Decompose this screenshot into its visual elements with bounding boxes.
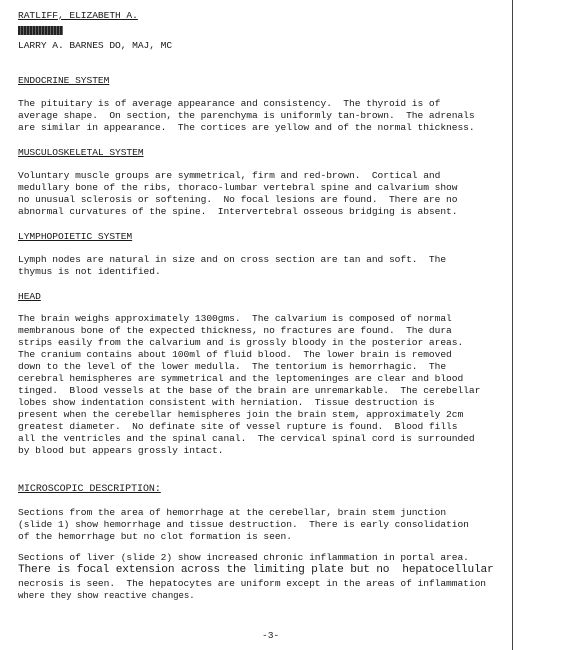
section-heading-endocrine: ENDOCRINE SYSTEM (18, 75, 110, 86)
section-heading-lymphopoietic: LYMPHOPOIETIC SYSTEM (18, 231, 133, 242)
text-line: down to the level of the lower medulla. The tentorium is hemorrhagic. The (18, 361, 447, 372)
text-line: by blood but appears grossly intact. (18, 445, 224, 456)
text-line: The cranium contains about 100ml of fluid blood. The lower brain is removed (18, 349, 452, 360)
text-line: Sections of liver (slide 2) show increased chronic inflammation in portal area. (18, 552, 469, 563)
text-line: cerebral hemispheres are symmetrical and the leptomeninges are clear and blood (18, 373, 464, 384)
text-line: abnormal curvatures of the spine. Intervertebral osseous bridging is absent. (18, 206, 458, 217)
text-line: lobes show indentation consistent with herniation. Tissue destruction is (18, 397, 435, 408)
text-line: greatest diameter. No definate site of vessel rupture is found. Blood fills (18, 421, 458, 432)
section-heading-musculoskeletal: MUSCULOSKELETAL SYSTEM (18, 147, 144, 158)
text-line: The brain weighs approximately 1300gms. The calvarium is composed of normal (18, 313, 452, 324)
text-line: (slide 1) show hemorrhage and tissue destruction. There is early consolidation (18, 519, 469, 530)
text-line: present when the cerebellar hemispheres join the brain stem, approximately 2cm (18, 409, 464, 420)
text-line: membranous bone of the expected thickness, no fractures are found. The dura (18, 325, 452, 336)
text-line: tinged. Blood vessels at the base of the brain are unremarkable. The cerebellar (18, 385, 481, 396)
section-heading-head: HEAD (18, 291, 41, 302)
text-line: of the hemorrhage but no clot formation is seen. (18, 531, 292, 542)
text-line: Sections from the area of hemorrhage at the cerebellar, brain stem junction (18, 507, 447, 518)
examiner-name: LARRY A. BARNES DO, MAJ, MC (18, 40, 173, 51)
page-margin-line (512, 0, 513, 650)
patient-name: RATLIFF, ELIZABETH A. (18, 10, 138, 21)
redaction-mark (18, 26, 63, 35)
text-line: The pituitary is of average appearance and consistency. The thyroid is of (18, 98, 441, 109)
text-line: average shape. On section, the parenchyma is uniformly tan-brown. The adrenals (18, 110, 475, 121)
text-line: Voluntary muscle groups are symmetrical, firm and red-brown. Cortical and (18, 170, 441, 181)
text-line: Lymph nodes are natural in size and on cross section are tan and soft. The (18, 254, 447, 265)
text-line: strips easily from the calvarium and is grossly bloody in the posterior areas. (18, 337, 464, 348)
section-heading-microscopic: MICROSCOPIC DESCRIPTION: (18, 484, 161, 495)
text-line: thymus is not identified. (18, 266, 161, 277)
page-number: -3- (262, 630, 280, 641)
text-line: There is focal extension across the limiting plate but no hepatocellular (18, 564, 494, 576)
text-line: all the ventricles and the spinal canal. The cervical spinal cord is surrounded (18, 433, 475, 444)
text-line: medullary bone of the ribs, thoraco-lumbar vertebral spine and calvarium show (18, 182, 458, 193)
text-line: necrosis is seen. The hepatocytes are uniform except in the areas of inflammation (18, 578, 486, 589)
text-line: where they show reactive changes. (18, 591, 195, 601)
text-line: no unusual sclerosis or softening. No focal lesions are found. There are no (18, 194, 458, 205)
text-line: are similar in appearance. The cortices are yellow and of the normal thickness. (18, 122, 475, 133)
